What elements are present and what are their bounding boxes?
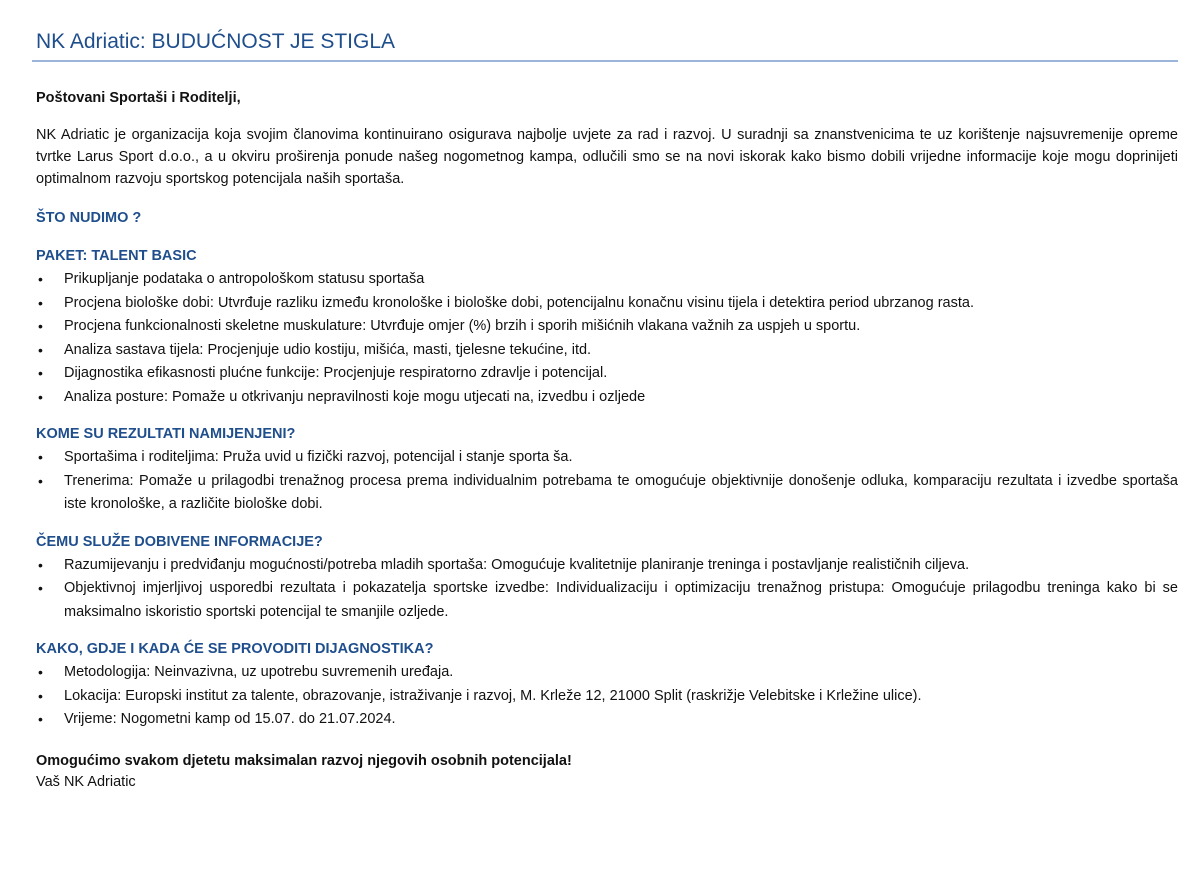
list-item-text: Analiza posture: Pomaže u otkrivanju nepravilnosti koje mogu utjecati na, izvedbu i ozljede bbox=[64, 388, 646, 405]
list-item bbox=[36, 554, 1178, 578]
section-heading-logistics: KAKO, GDJE I KADA ĆE SE PROVODITI DIJAGNOSTIKA? bbox=[36, 641, 434, 657]
list-item bbox=[36, 685, 1178, 709]
closing-statement: Omogućimo svakom djetetu maksimalan razvoj njegovih osobnih potencijala! bbox=[36, 752, 572, 769]
section-heading-purpose: ČEMU SLUŽE DOBIVENE INFORMACIJE? bbox=[36, 533, 323, 550]
list-item bbox=[36, 339, 1178, 363]
list-item-text: Sportašima i roditeljima: Pruža uvid u fizički razvoj, potencijal i stanje sporta ša. bbox=[64, 449, 573, 465]
list-item-text: Prikupljanje podataka o antropološkom statusu sportaša bbox=[64, 271, 425, 287]
bullet-icon: • bbox=[38, 341, 43, 358]
list-item-text: Dijagnostika efikasnosti plućne funkcije: Procjenjuje respiratorno zdravlje i potencijal. bbox=[64, 365, 608, 381]
section-heading-audience: KOME SU REZULTATI NAMIJENJENI? bbox=[36, 426, 296, 442]
bullet-icon: • bbox=[38, 556, 43, 573]
bullet-icon: • bbox=[38, 271, 43, 287]
bullet-icon: • bbox=[38, 664, 43, 680]
bullet-icon: • bbox=[38, 472, 43, 489]
bullet-icon: • bbox=[38, 365, 43, 381]
list-item bbox=[36, 470, 1178, 517]
list-item bbox=[36, 268, 1178, 292]
bullet-icon: • bbox=[38, 294, 43, 311]
intro-paragraph: NK Adriatic je organizacija koja svojim članovima kontinuirano osigurava najbolje uvjete za rad i razvoj. U suradnji sa znanstvenicima te uz korištenje najsuvremenije opreme tvrtke Larus Sport d.o.o., a u okviru proširenja ponude našeg nogometnog kampa, odlučili smo se na novi iskorak kako bismo dobili vrijedne informacije koje mogu doprinijeti optimalnom razvoju sportskog potencijala naših sportaša. bbox=[36, 127, 1178, 187]
signature: Vaš NK Adriatic bbox=[36, 773, 136, 790]
list-item bbox=[36, 386, 1178, 410]
greeting: Poštovani Sportaši i Roditelji, bbox=[36, 90, 241, 106]
bullet-icon: • bbox=[38, 388, 43, 405]
section-heading-package: PAKET: TALENT BASIC bbox=[36, 248, 197, 264]
list-item bbox=[36, 292, 1178, 316]
list-item bbox=[36, 708, 1178, 732]
list-item bbox=[36, 446, 1178, 470]
list-item-text: Procjena funkcionalnosti skeletne muskulature: Utvrđuje omjer (%) brzih i sporih mišićnih vlakana važnih za uspjeh u sportu. bbox=[64, 318, 861, 334]
bullet-icon: • bbox=[38, 318, 43, 334]
document-title: NK Adriatic: BUDUĆNOST JE STIGLA bbox=[36, 30, 396, 53]
list-item bbox=[36, 315, 1178, 339]
purpose-list bbox=[36, 554, 1178, 625]
list-item-text: Analiza sastava tijela: Procjenjuje udio kostiju, mišića, masti, tjelesne tekućine, itd. bbox=[64, 341, 592, 358]
bullet-icon: • bbox=[38, 687, 43, 704]
logistics-list bbox=[36, 661, 1178, 732]
list-item-text: Vrijeme: Nogometni kamp od 15.07. do 21.07.2024. bbox=[64, 711, 396, 727]
list-item-text: Procjena biološke dobi: Utvrđuje razliku između kronološke i biološke dobi, potencijalnu konačnu visinu tijela i detektira period ubrzanog rasta. bbox=[64, 294, 974, 311]
bullet-icon: • bbox=[38, 711, 43, 727]
package-list bbox=[36, 268, 1178, 409]
list-item bbox=[36, 661, 1178, 685]
audience-list bbox=[36, 446, 1178, 517]
list-item-text: Lokacija: Europski institut za talente, obrazovanje, istraživanje i razvoj, M. Krleže 12, 21000 Split (raskrižje Velebitske i Krležine ulice). bbox=[64, 687, 922, 704]
section-heading-what-we-offer: ŠTO NUDIMO ? bbox=[36, 210, 142, 226]
list-item bbox=[36, 577, 1178, 624]
list-item-text: Metodologija: Neinvazivna, uz upotrebu suvremenih uređaja. bbox=[64, 664, 454, 680]
bullet-icon: • bbox=[38, 580, 43, 596]
list-item-text: Razumijevanju i predviđanju mogućnosti/potreba mladih sportaša: Omogućuje kvalitetnije planiranje treninga i postavljanje realističnih ciljeva. bbox=[64, 556, 970, 573]
list-item bbox=[36, 362, 1178, 386]
list-item-text: Objektivnoj imjerljivoj usporedbi rezultata i pokazatelja sportske izvedbe: Individualizaciju i optimizaciju trenažnog pristupa: Omogućuje prilagodbu treninga kako bi se maksimalno iskoristio sportski potencijal te smanjile ozljede. bbox=[64, 580, 1178, 620]
list-item-text: Trenerima: Pomaže u prilagodbi trenažnog procesa prema individualnim potrebama te omogućuje objektivnije donošenje odluka, komparaciju rezultata i izvedbe sportaša iste kronološke, a različite biološke dobi. bbox=[64, 472, 1178, 512]
title-divider bbox=[32, 60, 1178, 62]
bullet-icon: • bbox=[38, 449, 43, 465]
